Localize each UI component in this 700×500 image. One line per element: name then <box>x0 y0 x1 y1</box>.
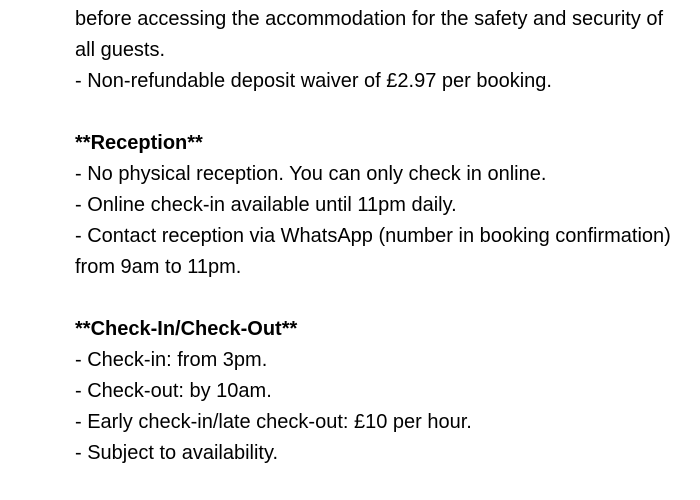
availability-item: - Subject to availability. <box>75 442 279 464</box>
checkout-item: - Check-out: by 10am. <box>75 380 272 402</box>
reception-item: - Contact reception via WhatsApp (number in booking confirmation) from 9am to 11pm. <box>75 225 671 278</box>
checkin-checkout-heading: **Check-In/Check-Out** <box>75 318 298 340</box>
document-body <box>75 4 675 469</box>
reception-item: - No physical reception. You can only check in online. <box>75 163 547 185</box>
blank-line <box>75 283 675 314</box>
intro-fragment-text: before accessing the accommodation for the safety and security of all guests. <box>75 8 664 61</box>
early-late-fee-item: - Early check-in/late check-out: £10 per hour. <box>75 411 472 433</box>
reception-item: - Online check-in available until 11pm daily. <box>75 194 457 216</box>
deposit-waiver-text: - Non-refundable deposit waiver of £2.97 per booking. <box>75 70 552 92</box>
checkin-item: - Check-in: from 3pm. <box>75 349 268 371</box>
reception-heading: **Reception** <box>75 132 203 154</box>
blank-line <box>75 97 675 128</box>
